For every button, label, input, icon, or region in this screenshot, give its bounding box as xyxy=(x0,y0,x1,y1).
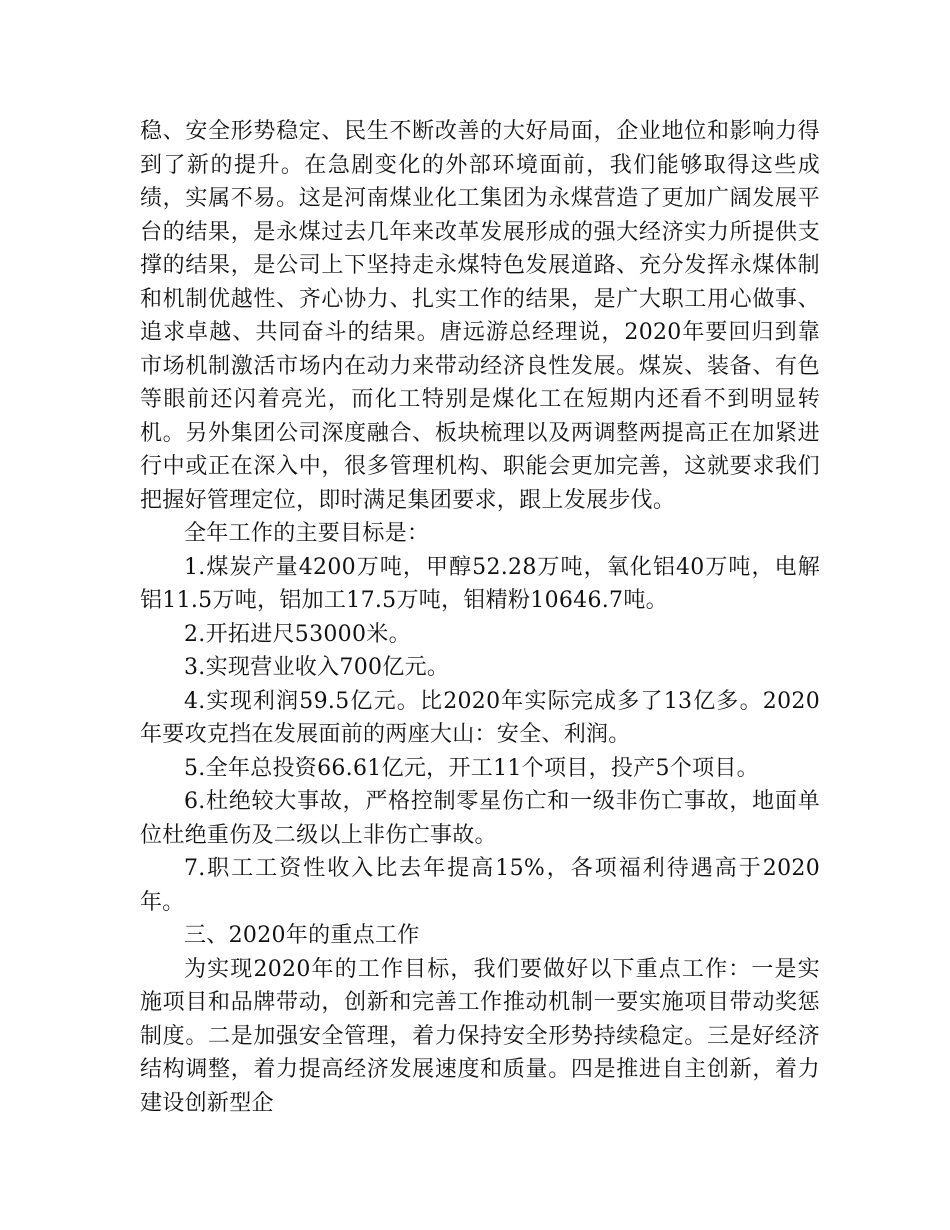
paragraph-continuation: 稳、安全形势稳定、民生不断改善的大好局面，企业地位和影响力得到了新的提升。在急剧变化的外部环境面前，我们能够取得这些成绩，实属不易。这是河南煤业化工集团为永煤营造了更加广阔发展平台的结果，是永煤过去几年来改革发展形成的强大经济实力所提供支撑的结果，是公司上下坚持走永煤特色发展道路、充分发挥永煤体制和机制优越性、齐心协力、扎实工作的结果，是广大职工用心做事、追求卓越、共同奋斗的结果。唐远游总经理说，2020年要回归到靠市场机制激活市场内在动力来带动经济良性发展。煤炭、装备、有色等眼前还闪着亮光，而化工特别是煤化工在短期内还看不到明显转机。另外集团公司深度融合、板块梳理以及两调整两提高正在加紧进行中或正在深入中，很多管理机构、职能会更加完善，这就要求我们把握好管理定位，即时满足集团要求，跟上发展步伐。 xyxy=(140,119,820,513)
goal-item-7: 7.职工工资性收入比去年提高15%，各项福利待遇高于2020年。 xyxy=(140,856,820,915)
goal-item-4: 4.实现利润59.5亿元。比2020年实际完成多了13亿多。2020年要攻克挡在发展面前的两座大山：安全、利润。 xyxy=(140,688,820,747)
goal-item-1: 1.煤炭产量4200万吨，甲醇52.28万吨，氧化铝40万吨，电解铝11.5万吨，铝加工17.5万吨，钼精粉10646.7吨。 xyxy=(140,554,820,613)
paragraph-key-work: 为实现2020年的工作目标，我们要做好以下重点工作：一是实施项目和品牌带动，创新和完善工作推动机制一要实施项目带动奖惩制度。二是加强安全管理，着力保持安全形势持续稳定。三是好经济结构调整，着力提高经济发展速度和质量。四是推进自主创新，着力建设创新型企 xyxy=(140,956,820,1116)
paragraph-goals-heading: 全年工作的主要目标是： xyxy=(184,521,430,546)
goal-item-2: 2.开拓进尺53000米。 xyxy=(184,621,411,647)
section-heading: 三、2020年的重点工作 xyxy=(184,923,420,948)
goal-item-5: 5.全年总投资66.61亿元，开工11个项目，投产5个项目。 xyxy=(184,755,759,781)
document-body xyxy=(140,115,820,1120)
goal-item-3: 3.实现营业收入700亿元。 xyxy=(184,655,450,680)
goal-item-6: 6.杜绝较大事故，严格控制零星伤亡和一级非伤亡事故，地面单位杜绝重伤及二级以上非伤亡事故。 xyxy=(140,789,820,848)
